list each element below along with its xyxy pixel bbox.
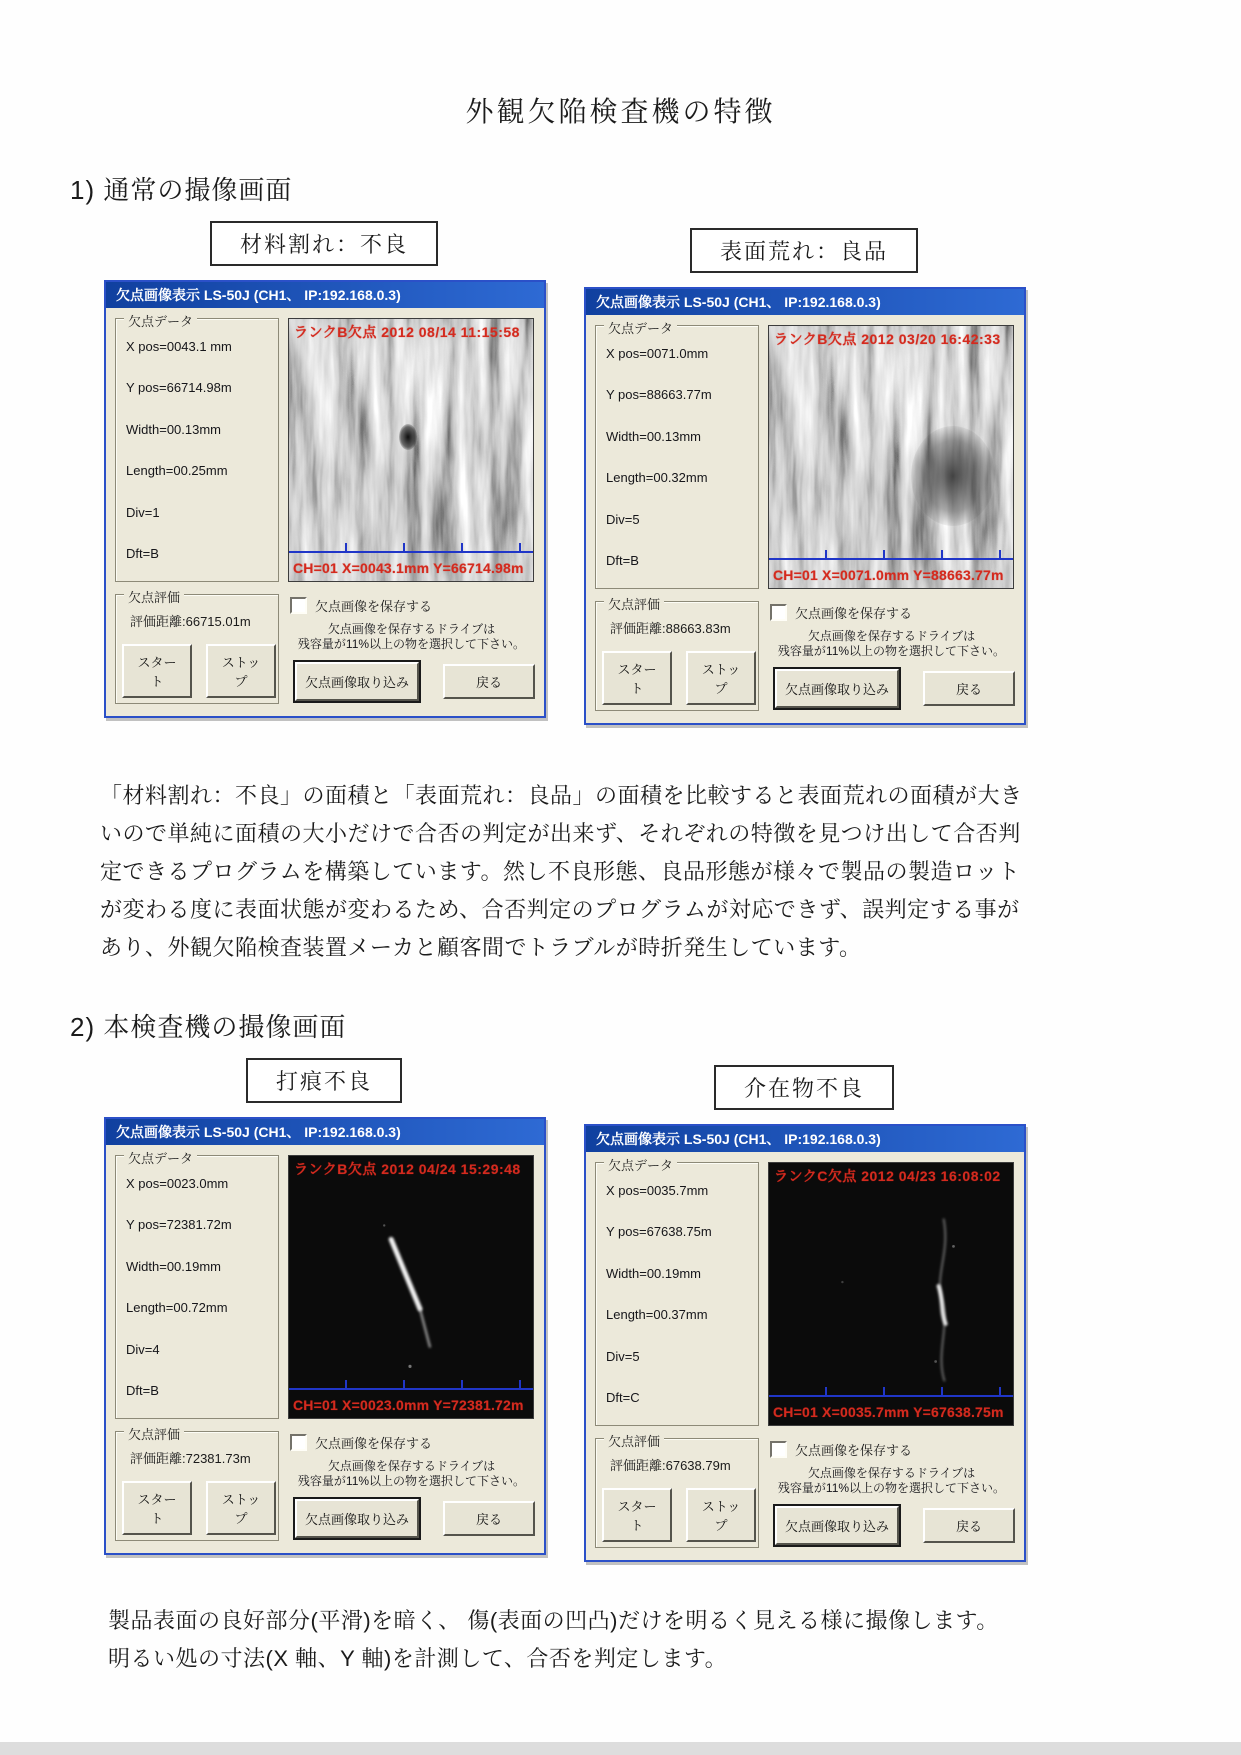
section2-heading: 2) 本検査機の撮像画面 bbox=[70, 1012, 347, 1042]
coordinates-overlay: CH=01 X=0035.7mm Y=67638.75m bbox=[773, 1404, 1004, 1420]
caption-box: 打痕不良 bbox=[246, 1058, 402, 1103]
coordinates-overlay: CH=01 X=0043.1mm Y=66714.98m bbox=[293, 560, 524, 576]
stop-button[interactable]: ストップ bbox=[206, 1481, 276, 1535]
rank-timestamp-overlay: ランクB欠点 2012 03/20 16:42:33 bbox=[774, 331, 1001, 347]
ypos-field: Y pos=88663.77m bbox=[606, 387, 712, 403]
crack-defect-spot bbox=[399, 424, 417, 450]
defect-image-window bbox=[584, 287, 1026, 725]
save-note-line: 欠点画像を保存するドライブは bbox=[807, 629, 976, 643]
page-title: 外観欠陥検査機の特徴 bbox=[465, 96, 776, 127]
save-image-checkbox[interactable] bbox=[770, 604, 787, 621]
dark-field-texture bbox=[769, 1163, 1013, 1425]
eval-distance: 評価距離:66715.01m bbox=[130, 614, 251, 629]
dialog-slot-dent-defect bbox=[104, 1058, 544, 1562]
group-title: 欠点データ bbox=[124, 1148, 197, 1167]
dialog-row-1 bbox=[104, 221, 1241, 725]
paragraph-line: あり、外観欠陥検査装置メーカと顧客間でトラブルが時折発生しています。 bbox=[100, 935, 862, 960]
save-note-line: 残容量が11%以上の物を選択して下さい。 bbox=[297, 1474, 526, 1488]
save-note-line: 欠点画像を保存するドライブは bbox=[327, 622, 496, 636]
start-button[interactable]: スタート bbox=[602, 651, 672, 705]
width-field: Width=00.19mm bbox=[606, 1265, 702, 1281]
dft-field: Dft=C bbox=[606, 1389, 640, 1405]
save-panel bbox=[768, 1438, 1015, 1548]
window-body bbox=[586, 315, 1024, 723]
window-titlebar: 欠点画像表示 LS-50J (CH1、 IP:192.168.0.3) bbox=[106, 1119, 544, 1145]
xpos-field: X pos=0035.7mm bbox=[606, 1183, 709, 1198]
save-note-line: 残容量が11%以上の物を選択して下さい。 bbox=[777, 1481, 1006, 1495]
defect-fields bbox=[596, 326, 758, 568]
caption-box: 表面荒れ：良品 bbox=[690, 228, 918, 273]
div-field: Div=4 bbox=[126, 1341, 160, 1357]
scan-baseline bbox=[769, 558, 1013, 560]
defect-image-window bbox=[584, 1124, 1026, 1562]
rank-timestamp-overlay: ランクB欠点 2012 08/14 11:15:58 bbox=[294, 324, 520, 340]
coordinates-overlay: CH=01 X=0023.0mm Y=72381.72m bbox=[293, 1397, 524, 1413]
defect-image-window bbox=[104, 1117, 546, 1555]
capture-button[interactable]: 欠点画像取り込み bbox=[775, 669, 899, 708]
capture-button[interactable]: 欠点画像取り込み bbox=[295, 1499, 419, 1538]
save-checkbox-label: 欠点画像を保存する bbox=[315, 1436, 433, 1451]
save-checkbox-label: 欠点画像を保存する bbox=[315, 599, 433, 614]
defect-eval-group bbox=[595, 597, 759, 711]
eval-distance: 評価距離:88663.83m bbox=[610, 621, 731, 636]
save-image-checkbox[interactable] bbox=[290, 1434, 307, 1451]
back-button[interactable]: 戻る bbox=[443, 664, 535, 699]
save-checkbox-label: 欠点画像を保存する bbox=[795, 1443, 913, 1458]
caption-box-wrap bbox=[104, 1058, 544, 1104]
dft-field: Dft=B bbox=[126, 1382, 159, 1398]
start-button[interactable]: スタート bbox=[122, 644, 192, 698]
caption-box: 介在物不良 bbox=[714, 1065, 894, 1110]
body-paragraph-2 bbox=[108, 1602, 1241, 1678]
dialog-slot-inclusion-defect bbox=[584, 1065, 1024, 1562]
xpos-field: X pos=0023.0mm bbox=[126, 1176, 229, 1191]
caption-box-wrap bbox=[584, 1065, 1024, 1111]
window-body bbox=[586, 1152, 1024, 1560]
ypos-field: Y pos=67638.75m bbox=[606, 1224, 712, 1240]
scale-ticks bbox=[769, 1387, 1013, 1395]
defect-image bbox=[768, 1162, 1014, 1426]
rough-surface-blob bbox=[911, 426, 995, 526]
stop-button[interactable]: ストップ bbox=[686, 651, 756, 705]
scan-artifact-strip bbox=[0, 1742, 1241, 1755]
back-button[interactable]: 戻る bbox=[923, 671, 1015, 706]
defect-eval-group bbox=[115, 590, 279, 704]
defect-data-group bbox=[115, 1151, 279, 1419]
group-title: 欠点評価 bbox=[604, 1431, 664, 1450]
dialog-slot-material-crack bbox=[104, 221, 544, 725]
width-field: Width=00.13mm bbox=[606, 428, 702, 444]
paragraph-line: いので単純に面積の大小だけで合否の判定が出来ず、それぞれの特徴を見つけ出して合否判 bbox=[100, 821, 1021, 846]
save-panel bbox=[288, 1431, 535, 1541]
paragraph-line: 明るい処の寸法(X 軸、Y 軸)を計測して、合否を判定します。 bbox=[108, 1646, 728, 1671]
coordinates-overlay: CH=01 X=0071.0mm Y=88663.77m bbox=[773, 567, 1004, 583]
paragraph-line: が変わる度に表面状態が変わるため、合否判定のプログラムが対応できず、誤判定する事が bbox=[100, 897, 1020, 922]
group-title: 欠点評価 bbox=[604, 594, 664, 613]
save-drive-note bbox=[288, 622, 535, 652]
save-drive-note bbox=[288, 1459, 535, 1489]
div-field: Div=5 bbox=[606, 1348, 640, 1364]
rank-timestamp-overlay: ランクB欠点 2012 04/24 15:29:48 bbox=[294, 1161, 521, 1177]
div-field: Div=5 bbox=[606, 511, 640, 527]
save-image-checkbox[interactable] bbox=[770, 1441, 787, 1458]
paragraph-line: 製品表面の良好部分(平滑)を暗く、 傷(表面の凹凸)だけを明るく見える様に撮像します。 bbox=[108, 1608, 999, 1633]
group-title: 欠点データ bbox=[124, 311, 197, 330]
save-panel bbox=[288, 594, 535, 704]
scan-baseline bbox=[289, 1388, 533, 1390]
scan-baseline bbox=[769, 1395, 1013, 1397]
length-field: Length=00.32mm bbox=[606, 470, 708, 486]
save-panel bbox=[768, 601, 1015, 711]
save-checkbox-label: 欠点画像を保存する bbox=[795, 606, 913, 621]
back-button[interactable]: 戻る bbox=[443, 1501, 535, 1536]
save-drive-note bbox=[768, 629, 1015, 659]
defect-image-window bbox=[104, 280, 546, 718]
defect-fields bbox=[596, 1163, 758, 1405]
group-title: 欠点データ bbox=[604, 1155, 677, 1174]
start-button[interactable]: スタート bbox=[602, 1488, 672, 1542]
window-titlebar: 欠点画像表示 LS-50J (CH1、 IP:192.168.0.3) bbox=[106, 282, 544, 308]
length-field: Length=00.72mm bbox=[126, 1300, 228, 1316]
length-field: Length=00.25mm bbox=[126, 463, 228, 479]
eval-distance: 評価距離:72381.73m bbox=[130, 1451, 251, 1466]
save-drive-note bbox=[768, 1466, 1015, 1496]
scale-ticks bbox=[289, 543, 533, 551]
defect-eval-group bbox=[115, 1427, 279, 1541]
start-button[interactable]: スタート bbox=[122, 1481, 192, 1535]
window-titlebar: 欠点画像表示 LS-50J (CH1、 IP:192.168.0.3) bbox=[586, 289, 1024, 315]
xpos-field: X pos=0071.0mm bbox=[606, 346, 709, 361]
scale-ticks bbox=[289, 1380, 533, 1388]
save-note-line: 残容量が11%以上の物を選択して下さい。 bbox=[777, 644, 1006, 658]
caption-box: 材料割れ：不良 bbox=[210, 221, 438, 266]
stop-button[interactable]: ストップ bbox=[206, 644, 276, 698]
eval-distance: 評価距離:67638.79m bbox=[610, 1458, 731, 1473]
capture-button[interactable]: 欠点画像取り込み bbox=[775, 1506, 899, 1545]
save-note-line: 残容量が11%以上の物を選択して下さい。 bbox=[297, 637, 526, 651]
dialog-row-2 bbox=[104, 1058, 1241, 1562]
length-field: Length=00.37mm bbox=[606, 1307, 708, 1323]
group-title: 欠点評価 bbox=[124, 1424, 184, 1443]
paragraph-line: 定できるプログラムを構築しています。然し不良形態、良品形態が様々で製品の製造ロット bbox=[100, 859, 1021, 884]
ypos-field: Y pos=72381.72m bbox=[126, 1217, 232, 1233]
caption-box-wrap bbox=[584, 228, 1024, 274]
div-field: Div=1 bbox=[126, 504, 160, 520]
paragraph-line: 「材料割れ：不良」の面積と「表面荒れ：良品」の面積を比較すると表面荒れの面積が大き bbox=[100, 783, 1023, 808]
defect-data-group bbox=[595, 1158, 759, 1426]
save-image-checkbox[interactable] bbox=[290, 597, 307, 614]
defect-eval-group bbox=[595, 1434, 759, 1548]
xpos-field: X pos=0043.1 mm bbox=[126, 339, 232, 354]
defect-image bbox=[288, 1155, 534, 1419]
defect-data-group bbox=[115, 314, 279, 582]
caption-box-wrap bbox=[104, 221, 544, 267]
width-field: Width=00.13mm bbox=[126, 421, 222, 437]
ypos-field: Y pos=66714.98m bbox=[126, 380, 232, 396]
defect-image bbox=[288, 318, 534, 582]
window-body bbox=[106, 308, 544, 716]
save-note-line: 欠点画像を保存するドライブは bbox=[327, 1459, 496, 1473]
rank-timestamp-overlay: ランクC欠点 2012 04/23 16:08:02 bbox=[774, 1168, 1001, 1184]
width-field: Width=00.19mm bbox=[126, 1258, 222, 1274]
window-body bbox=[106, 1145, 544, 1553]
dialog-slot-surface-rough bbox=[584, 228, 1024, 725]
dft-field: Dft=B bbox=[606, 552, 639, 568]
body-paragraph-1 bbox=[100, 777, 1241, 967]
group-title: 欠点データ bbox=[604, 318, 677, 337]
scale-ticks bbox=[769, 550, 1013, 558]
dft-field: Dft=B bbox=[126, 545, 159, 561]
window-titlebar: 欠点画像表示 LS-50J (CH1、 IP:192.168.0.3) bbox=[586, 1126, 1024, 1152]
stop-button[interactable]: ストップ bbox=[686, 1488, 756, 1542]
back-button[interactable]: 戻る bbox=[923, 1508, 1015, 1543]
save-note-line: 欠点画像を保存するドライブは bbox=[807, 1466, 976, 1480]
bark-texture bbox=[289, 319, 533, 581]
section1-heading: 1) 通常の撮像画面 bbox=[70, 175, 293, 205]
dark-field-texture bbox=[289, 1156, 533, 1418]
group-title: 欠点評価 bbox=[124, 587, 184, 606]
defect-image bbox=[768, 325, 1014, 589]
defect-fields bbox=[116, 319, 278, 561]
defect-fields bbox=[116, 1156, 278, 1398]
defect-data-group bbox=[595, 321, 759, 589]
capture-button[interactable]: 欠点画像取り込み bbox=[295, 662, 419, 701]
scan-baseline bbox=[289, 551, 533, 553]
